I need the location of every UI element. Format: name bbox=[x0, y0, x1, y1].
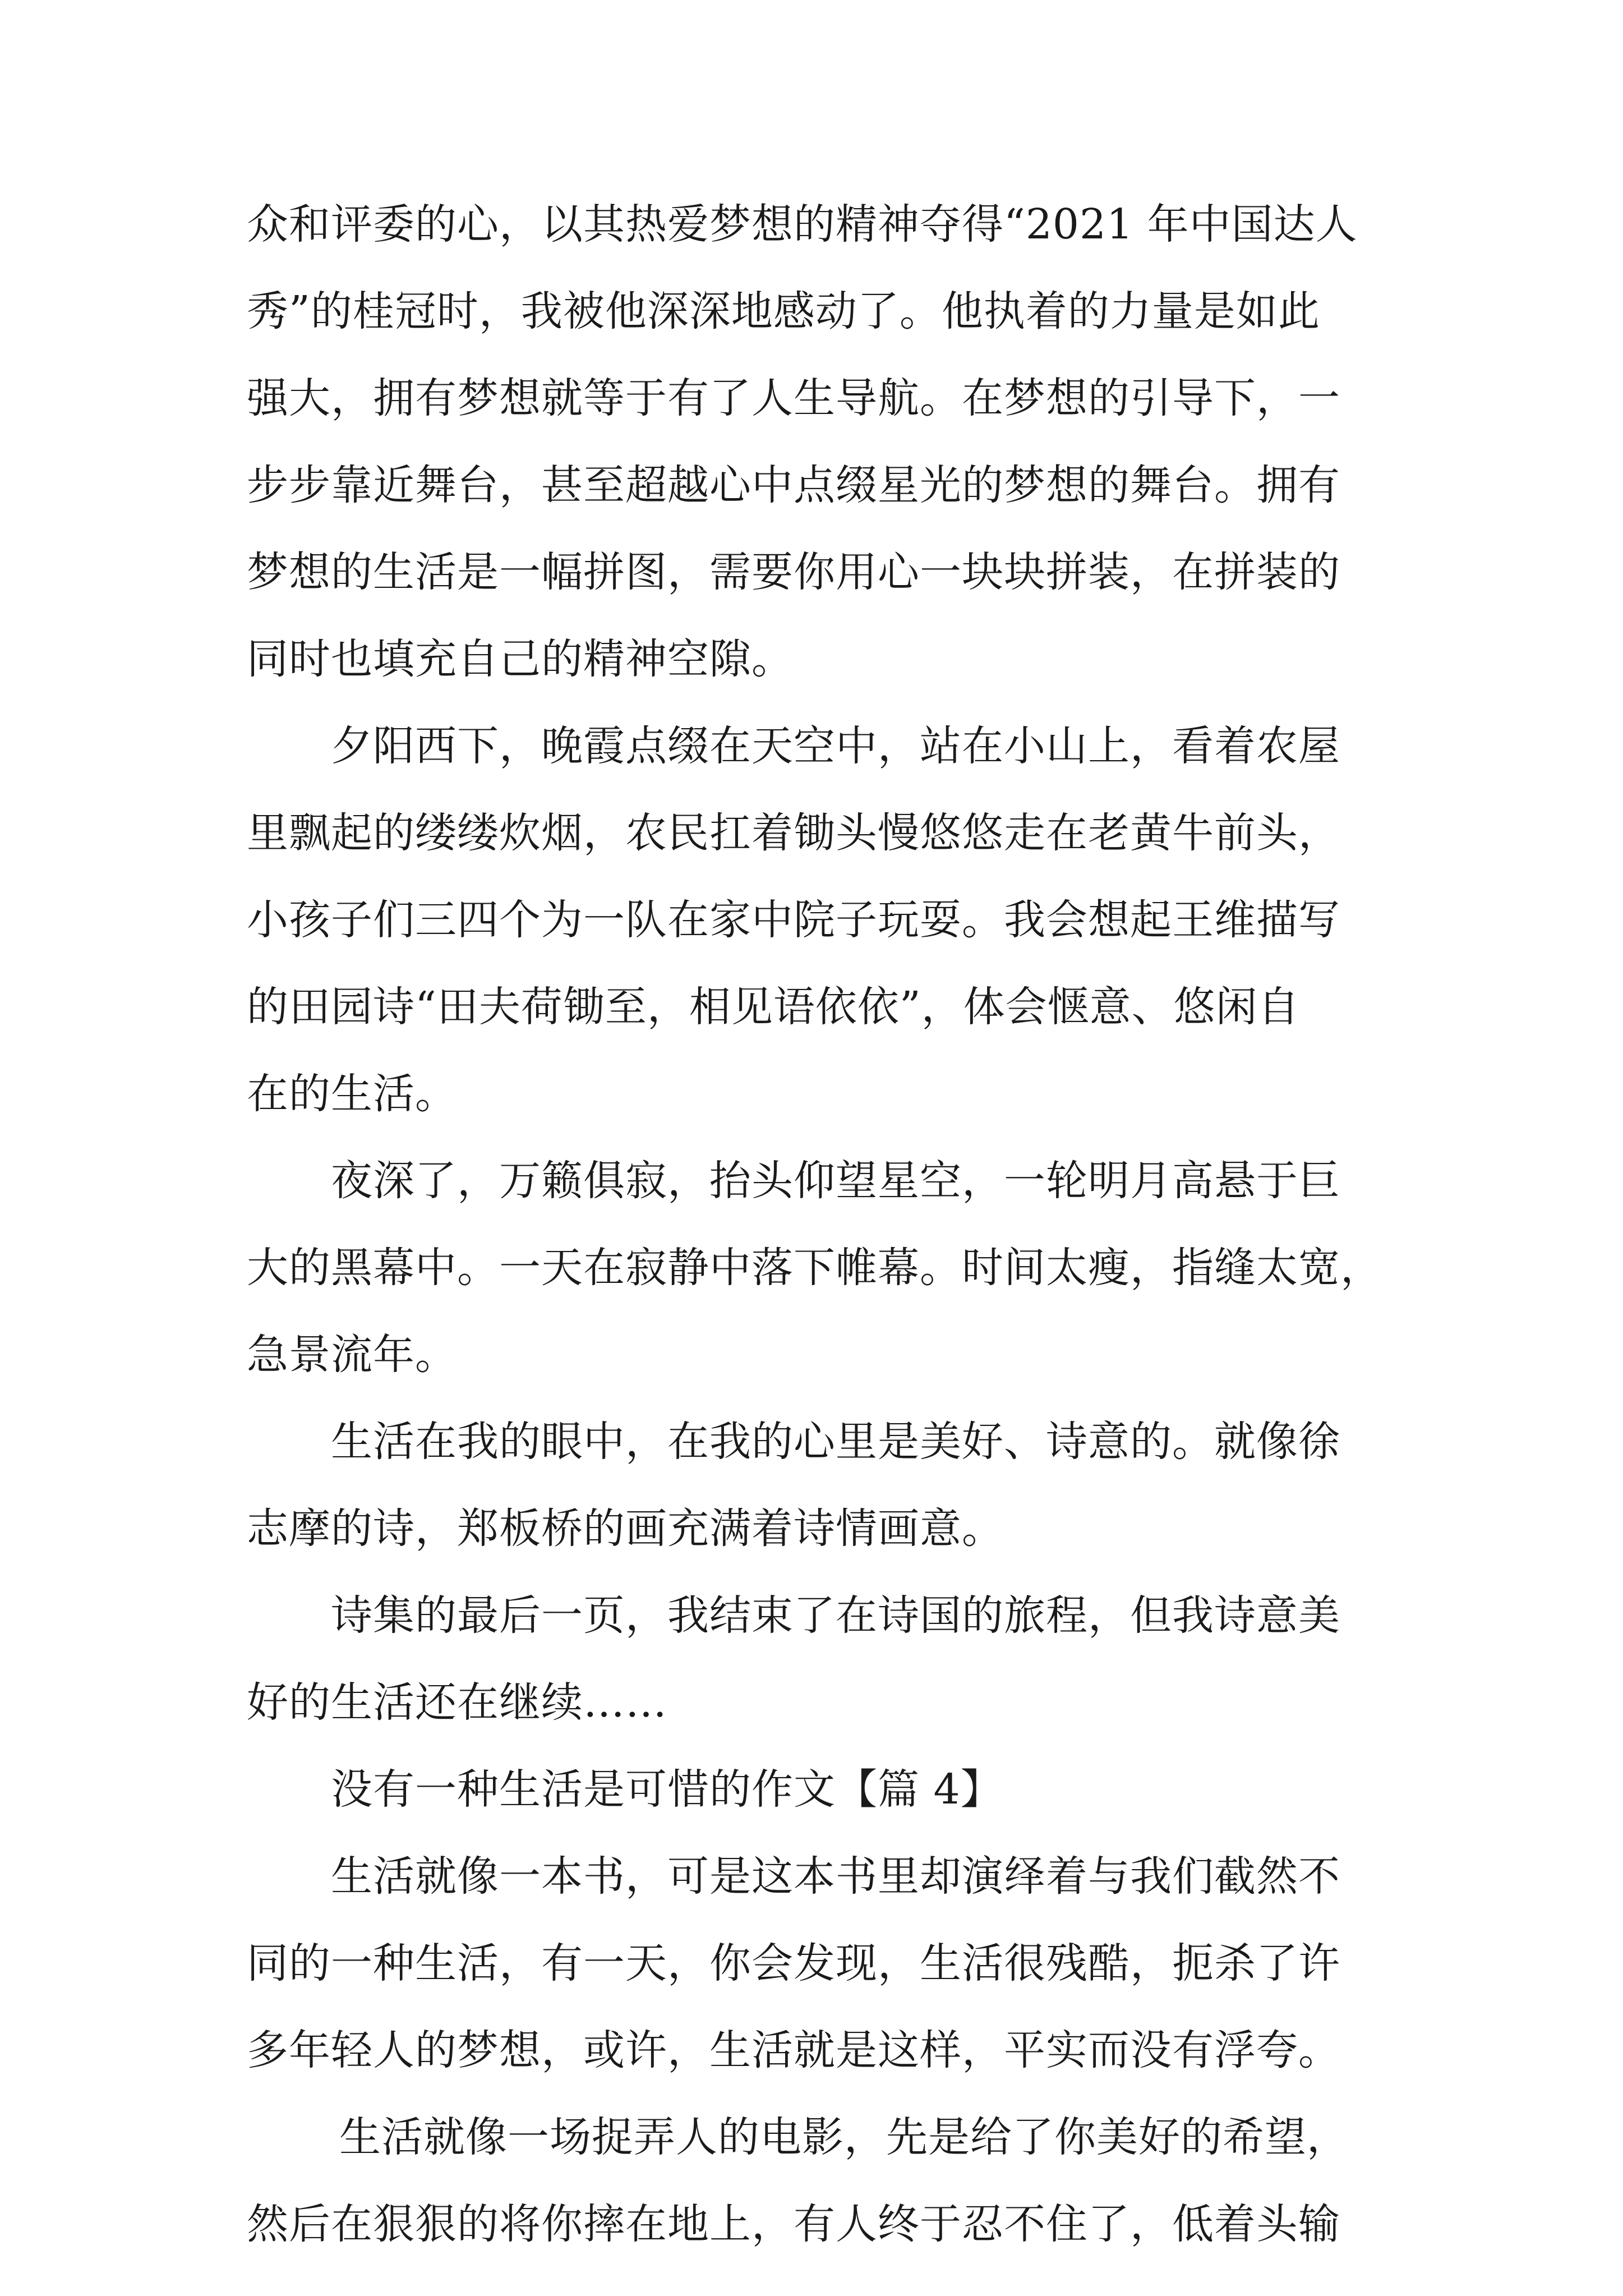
body-text-line: 众和评委的心，以其热爱梦想的精神夺得“2021 年中国达人 bbox=[247, 200, 1358, 249]
body-text-line: 然后在狠狠的将你摔在地上，有人终于忍不住了，低着头输 bbox=[247, 2200, 1340, 2248]
body-text-line: 里飘起的缕缕炊烟，农民扛着锄头慢悠悠走在老黄牛前头， bbox=[247, 809, 1340, 857]
body-text-line: 大的黑幕中。一天在寂静中落下帷幕。时间太瘦，指缝太宽， bbox=[247, 1244, 1382, 1292]
body-text-line: 强大，拥有梦想就等于有了人生导航。在梦想的引导下，一 bbox=[247, 374, 1340, 422]
section-heading: 没有一种生活是可惜的作文【篇 4】 bbox=[331, 1765, 1003, 1814]
body-text-line: 小孩子们三四个为一队在家中院子玩耍。我会想起王维描写 bbox=[247, 896, 1340, 944]
paragraph-first-line: 生活就像一场捉弄人的电影，先是给了你美好的希望， bbox=[339, 2113, 1349, 2161]
body-text-line: 急景流年。 bbox=[247, 1331, 457, 1379]
paragraph-first-line: 生活就像一本书，可是这本书里却演绎着与我们截然不 bbox=[331, 1852, 1340, 1901]
body-text-line: 在的生活。 bbox=[247, 1070, 457, 1118]
body-text-line: 志摩的诗，郑板桥的画充满着诗情画意。 bbox=[247, 1504, 1004, 1553]
body-text-line: 的田园诗“田夫荷锄至，相见语依依”，体会惬意、悠闲自 bbox=[247, 983, 1300, 1031]
paragraph-first-line: 生活在我的眼中，在我的心里是美好、诗意的。就像徐 bbox=[331, 1418, 1340, 1466]
paragraph-first-line: 夜深了，万籁俱寂，抬头仰望星空，一轮明月高悬于巨 bbox=[331, 1157, 1340, 1205]
body-text-line: 好的生活还在继续…… bbox=[247, 1678, 667, 1727]
body-text-line: 梦想的生活是一幅拼图，需要你用心一块块拼装，在拼装的 bbox=[247, 548, 1340, 596]
body-text-line: 同时也填充自己的精神空隙。 bbox=[247, 635, 794, 683]
body-text-line: 多年轻人的梦想，或许，生活就是这样，平实而没有浮夸。 bbox=[247, 2026, 1340, 2074]
body-text-line: 同的一种生活，有一天，你会发现，生活很残酷，扼杀了许 bbox=[247, 1939, 1340, 1987]
body-text-line: 步步靠近舞台，甚至超越心中点缀星光的梦想的舞台。拥有 bbox=[247, 461, 1340, 509]
body-text-line: 秀”的桂冠时，我被他深深地感动了。他执着的力量是如此 bbox=[247, 287, 1320, 335]
paragraph-first-line: 诗集的最后一页，我结束了在诗国的旅程，但我诗意美 bbox=[331, 1591, 1340, 1640]
paragraph-first-line: 夕阳西下，晚霞点缀在天空中，站在小山上，看着农屋 bbox=[331, 722, 1340, 770]
